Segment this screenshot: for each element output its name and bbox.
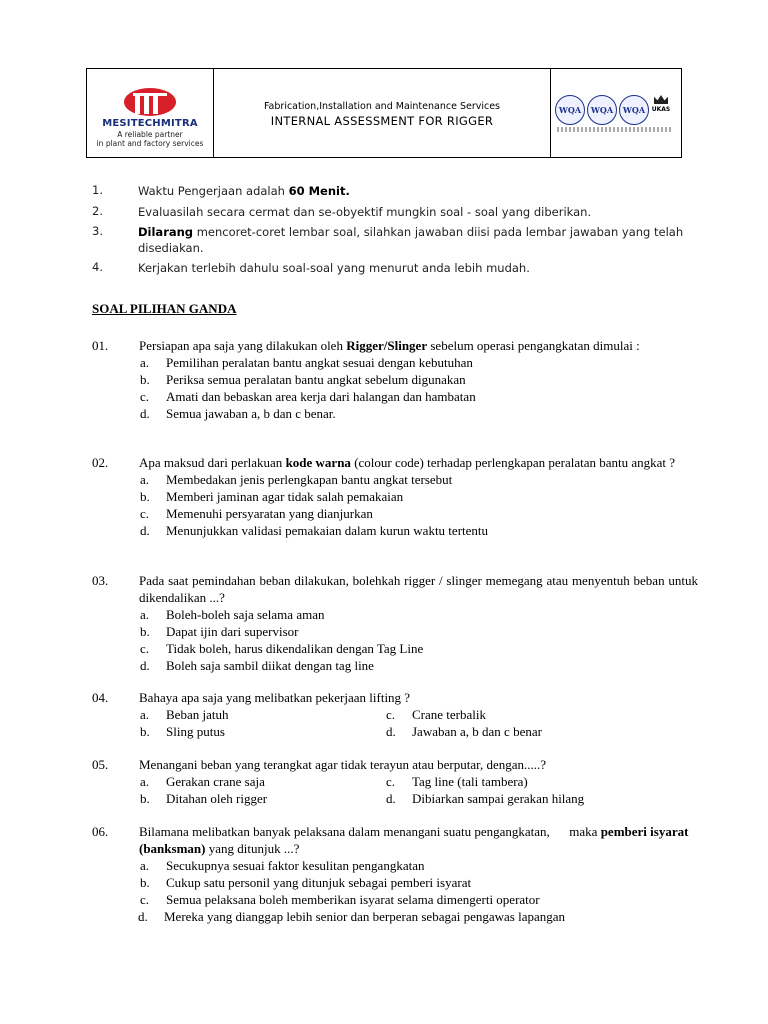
answer-option-row bbox=[140, 723, 698, 740]
answer-option-row bbox=[140, 706, 698, 723]
answer-option-row bbox=[140, 790, 698, 807]
tagline-line-2: in plant and factory services bbox=[96, 139, 204, 148]
answer-option: b. Cukup satu personil yang ditunjuk sebagai pemberi isyarat bbox=[140, 875, 472, 890]
answer-option: d. Boleh saja sambil diikat dengan tag line bbox=[140, 658, 374, 673]
answer-option: a. Boleh-boleh saja selama aman bbox=[140, 607, 325, 622]
instruction-number: 2. bbox=[92, 204, 103, 218]
answer-option: d. Jawaban a, b dan c benar bbox=[386, 724, 542, 739]
company-name: MESITECHMITRA bbox=[102, 118, 198, 129]
wqa-cert-icon: WQA bbox=[587, 95, 617, 125]
document-header bbox=[86, 68, 682, 158]
answer-option: d. Mereka yang dianggap lebih senior dan berperan sebagai pengawas lapangan bbox=[138, 909, 566, 924]
question-number: 03. bbox=[92, 573, 109, 588]
answer-option: a. Secukupnya sesuai faktor kesulitan pengangkatan bbox=[140, 858, 425, 873]
question-item bbox=[92, 689, 698, 740]
question-item bbox=[92, 572, 698, 674]
company-logo-icon bbox=[123, 87, 177, 117]
company-logo-cell bbox=[87, 69, 214, 157]
instruction-text: Kerjakan terlebih dahulu soal-soal yang menurut anda lebih mudah. bbox=[138, 261, 530, 275]
question-text: Pada saat pemindahan beban dilakukan, bolehkah rigger / slinger memegang atau menyentuh beban untuk dikendalikan ...? bbox=[139, 573, 698, 605]
answer-option: c. Amati dan bebaskan area kerja dari halangan dan hambatan bbox=[140, 389, 476, 404]
answer-option: a. Membedakan jenis perlengkapan bantu angkat tersebut bbox=[140, 472, 453, 487]
question-text: Bilamana melibatkan banyak pelaksana dalam menangani suatu pengangkatan, maka pemberi isyarat (banksman) yang ditunjuk ...? bbox=[139, 824, 692, 856]
question-item bbox=[92, 756, 698, 807]
ukas-label: UKAS bbox=[651, 106, 671, 113]
question-number: 06. bbox=[92, 824, 109, 839]
answer-option: d. Menunjukkan validasi pemakaian dalam kurun waktu tertentu bbox=[140, 523, 489, 538]
answer-option-row bbox=[140, 773, 698, 790]
answer-option: c. Tidak boleh, harus dikendalikan dengan Tag Line bbox=[140, 641, 424, 656]
answer-option: d. Dibiarkan sampai gerakan hilang bbox=[386, 791, 585, 806]
instruction-text: Waktu Pengerjaan adalah 60 Menit. bbox=[138, 184, 350, 198]
instruction-item bbox=[92, 224, 700, 256]
question-text: Apa maksud dari perlakuan kode warna (colour code) terhadap perlengkapan peralatan bantu angkat ? bbox=[139, 455, 676, 470]
instruction-text: Evaluasilah secara cermat dan se-obyektif mungkin soal - soal yang diberikan. bbox=[138, 205, 592, 219]
question-text: Menangani beban yang terangkat agar tidak terayun atau berputar, dengan.....? bbox=[139, 757, 546, 772]
wqa-cert-icon: WQA bbox=[555, 95, 585, 125]
header-assessment-title: INTERNAL ASSESSMENT FOR RIGGER bbox=[270, 114, 494, 128]
instruction-item bbox=[92, 183, 700, 199]
question-number: 05. bbox=[92, 757, 109, 772]
answer-option: b. Sling putus bbox=[140, 724, 225, 739]
question-item bbox=[92, 454, 698, 539]
tagline-line-1: A reliable partner bbox=[117, 130, 183, 139]
answer-option: b. Dapat ijin dari supervisor bbox=[140, 624, 299, 639]
question-number: 02. bbox=[92, 455, 109, 470]
certification-badges bbox=[555, 95, 671, 125]
answer-option: c. Tag line (tali tambera) bbox=[386, 774, 528, 789]
answer-option: d. Semua jawaban a, b dan c benar. bbox=[140, 406, 336, 421]
answer-option: b. Periksa semua peralatan bantu angkat sebelum digunakan bbox=[140, 372, 466, 387]
answer-option: b. Memberi jaminan agar tidak salah pemakaian bbox=[140, 489, 404, 504]
instruction-item bbox=[92, 204, 700, 220]
question-text: Bahaya apa saja yang melibatkan pekerjaan lifting ? bbox=[139, 690, 411, 705]
company-tagline bbox=[87, 130, 213, 148]
cert-fineprint bbox=[557, 127, 673, 132]
instruction-number: 1. bbox=[92, 183, 103, 197]
section-title: SOAL PILIHAN GANDA bbox=[92, 301, 237, 316]
answer-option: a. Pemilihan peralatan bantu angkat sesuai dengan kebutuhan bbox=[140, 355, 473, 370]
answer-option: b. Ditahan oleh rigger bbox=[140, 791, 268, 806]
answer-option: a. Gerakan crane saja bbox=[140, 774, 265, 789]
instruction-number: 3. bbox=[92, 224, 103, 238]
instruction-number: 4. bbox=[92, 260, 103, 274]
answer-option: c. Memenuhi persyaratan yang dianjurkan bbox=[140, 506, 373, 521]
header-services: Fabrication,Installation and Maintenance Services bbox=[263, 101, 501, 112]
question-number: 01. bbox=[92, 338, 109, 353]
certification-cell bbox=[551, 69, 681, 157]
instruction-text: Dilarang mencoret-coret lembar soal, silahkan jawaban diisi pada lembar jawaban yang telah disediakan. bbox=[138, 225, 684, 255]
crown-icon bbox=[654, 95, 668, 104]
question-number: 04. bbox=[92, 690, 109, 705]
question-item bbox=[92, 823, 698, 925]
question-text: Persiapan apa saja yang dilakukan oleh Rigger/Slinger sebelum operasi pengangkatan dimulai : bbox=[139, 338, 640, 353]
wqa-cert-icon: WQA bbox=[619, 95, 649, 125]
instruction-item bbox=[92, 260, 700, 276]
question-item bbox=[92, 337, 698, 422]
header-title-cell bbox=[214, 69, 551, 157]
answer-option: a. Beban jatuh bbox=[140, 707, 229, 722]
answer-option: c. Crane terbalik bbox=[386, 707, 486, 722]
ukas-cert-icon bbox=[651, 95, 671, 123]
answer-option: c. Semua pelaksana boleh memberikan isyarat selama dimengerti operator bbox=[140, 892, 540, 907]
